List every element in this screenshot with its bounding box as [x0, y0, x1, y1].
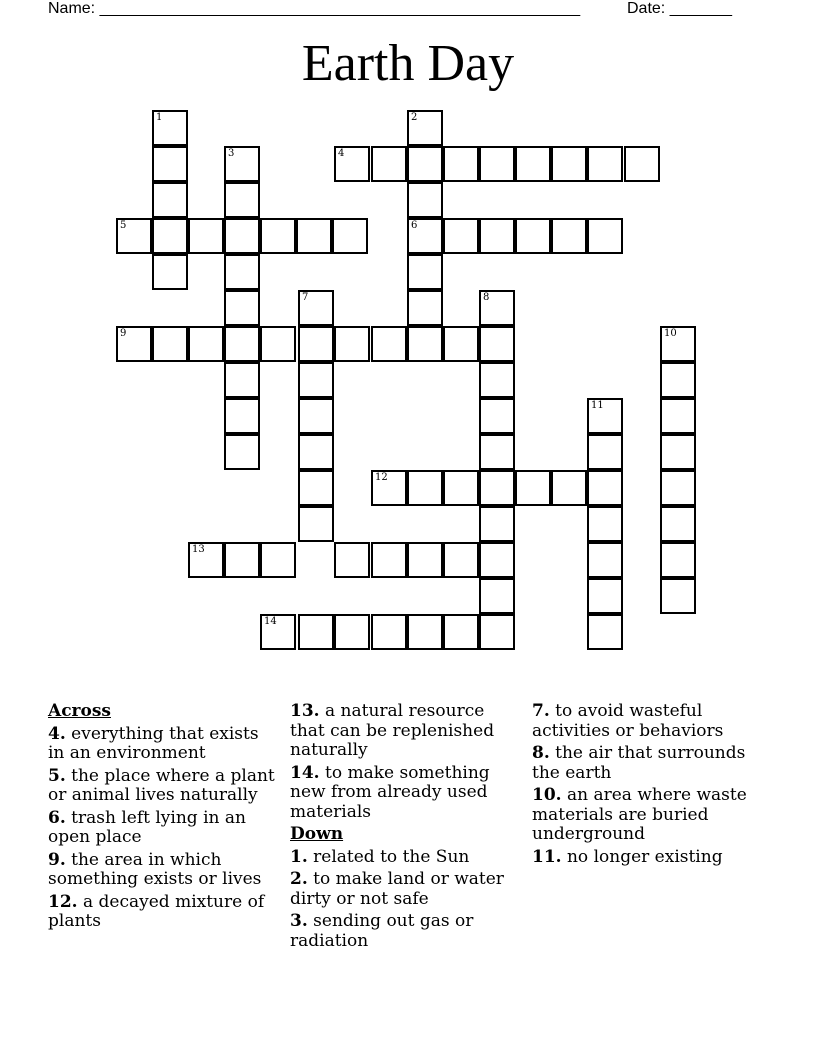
crossword-cell[interactable]: [443, 614, 479, 650]
crossword-cell[interactable]: [479, 362, 515, 398]
crossword-cell[interactable]: [188, 326, 224, 362]
crossword-cell[interactable]: [407, 182, 443, 218]
crossword-cell[interactable]: [224, 218, 260, 254]
crossword-cell[interactable]: [479, 470, 515, 506]
clue-item: 14. to make something new from already used materials: [290, 762, 490, 822]
clues-column-2: [290, 702, 520, 954]
crossword-cell[interactable]: [660, 434, 696, 470]
clues-column-1: [48, 702, 278, 935]
crossword-cell[interactable]: [660, 398, 696, 434]
crossword-cell[interactable]: [551, 146, 587, 182]
crossword-cell[interactable]: [298, 470, 334, 506]
clue-number: 7: [302, 292, 309, 303]
crossword-cell[interactable]: [334, 326, 370, 362]
crossword-cell[interactable]: [371, 542, 407, 578]
crossword-cell[interactable]: [152, 254, 188, 290]
crossword-cell[interactable]: [515, 218, 551, 254]
crossword-cell[interactable]: [479, 398, 515, 434]
crossword-cell[interactable]: [407, 290, 443, 326]
crossword-cell[interactable]: [660, 542, 696, 578]
crossword-cell[interactable]: [443, 542, 479, 578]
crossword-cell[interactable]: [334, 542, 370, 578]
crossword-cell[interactable]: [152, 182, 188, 218]
crossword-cell[interactable]: [515, 146, 551, 182]
crossword-cell[interactable]: [587, 218, 623, 254]
crossword-cell[interactable]: [479, 506, 515, 542]
crossword-cell[interactable]: [407, 542, 443, 578]
crossword-cell[interactable]: [551, 470, 587, 506]
clue-number: 13: [192, 544, 205, 555]
clue-item: 5. the place where a plant or animal lives naturally: [48, 765, 275, 805]
clue-item: 6. trash left lying in an open place: [48, 807, 246, 847]
clue-number: 4: [338, 148, 345, 159]
clue-number: 6: [411, 220, 418, 231]
crossword-cell[interactable]: [479, 434, 515, 470]
crossword-cell[interactable]: [298, 326, 334, 362]
clue-item: 11. no longer existing: [532, 846, 723, 867]
crossword-cell[interactable]: [587, 578, 623, 614]
crossword-cell[interactable]: [443, 326, 479, 362]
crossword-cell[interactable]: [587, 542, 623, 578]
crossword-cell[interactable]: [624, 146, 660, 182]
clue-item: 1. related to the Sun: [290, 846, 470, 867]
clues-column-3: [532, 702, 762, 870]
crossword-cell[interactable]: [152, 326, 188, 362]
crossword-cell[interactable]: [479, 218, 515, 254]
crossword-cell[interactable]: [260, 218, 296, 254]
crossword-cell[interactable]: [224, 182, 260, 218]
crossword-cell[interactable]: [479, 614, 515, 650]
crossword-cell[interactable]: [587, 614, 623, 650]
crossword-cell[interactable]: [296, 218, 332, 254]
crossword-cell[interactable]: [443, 146, 479, 182]
clue-item: 2. to make land or water dirty or not safe: [290, 869, 504, 909]
crossword-cell[interactable]: [587, 506, 623, 542]
crossword-cell[interactable]: [152, 146, 188, 182]
clue-item: 10. an area where waste materials are buried underground: [532, 785, 747, 844]
crossword-cell[interactable]: [407, 254, 443, 290]
clue-number: 5: [120, 220, 127, 231]
crossword-cell[interactable]: [479, 542, 515, 578]
crossword-cell[interactable]: [660, 362, 696, 398]
crossword-cell[interactable]: [224, 542, 260, 578]
clue-item: 12. a decayed mixture of plants: [48, 891, 265, 931]
name-field[interactable]: Name: ______________________________________________________: [48, 0, 581, 17]
crossword-cell[interactable]: [224, 326, 260, 362]
crossword-cell[interactable]: [224, 362, 260, 398]
crossword-cell[interactable]: [407, 614, 443, 650]
crossword-cell[interactable]: [551, 218, 587, 254]
crossword-cell[interactable]: [298, 506, 334, 542]
date-field[interactable]: Date: _______: [627, 0, 732, 17]
crossword-cell[interactable]: [407, 146, 443, 182]
crossword-cell[interactable]: [479, 326, 515, 362]
across-heading: Across: [48, 701, 111, 721]
down-heading: Down: [290, 824, 344, 844]
page-title: Earth Day: [301, 35, 515, 92]
clue-item: 8. the air that surrounds the earth: [532, 743, 746, 783]
crossword-cell[interactable]: [332, 218, 368, 254]
clue-number: 2: [411, 112, 418, 123]
crossword-cell[interactable]: [334, 614, 370, 650]
crossword-cell[interactable]: [587, 470, 623, 506]
crossword-cell[interactable]: [371, 326, 407, 362]
clue-number: 14: [264, 616, 277, 627]
crossword-cell[interactable]: [660, 470, 696, 506]
crossword-cell[interactable]: [371, 614, 407, 650]
crossword-cell[interactable]: [443, 470, 479, 506]
crossword-cell[interactable]: [188, 218, 224, 254]
clue-number: 3: [228, 148, 235, 159]
crossword-cell[interactable]: [260, 542, 296, 578]
crossword-cell[interactable]: [479, 146, 515, 182]
crossword-cell[interactable]: [407, 470, 443, 506]
crossword-cell[interactable]: [298, 434, 334, 470]
crossword-cell[interactable]: [407, 326, 443, 362]
clue-number: 9: [120, 328, 127, 339]
crossword-cell[interactable]: [479, 578, 515, 614]
clue-item: 7. to avoid wasteful activities or behaviors: [532, 701, 724, 741]
crossword-cell[interactable]: [298, 398, 334, 434]
clue-number: 11: [591, 400, 604, 411]
clue-item: 13. a natural resource that can be replenished naturally: [290, 701, 495, 760]
crossword-cell[interactable]: [224, 398, 260, 434]
crossword-cell[interactable]: [443, 218, 479, 254]
clue-item: 3. sending out gas or radiation: [290, 911, 474, 951]
crossword-cell[interactable]: [515, 470, 551, 506]
crossword-cell[interactable]: [660, 506, 696, 542]
crossword-cell[interactable]: [260, 326, 296, 362]
clue-number: 10: [664, 328, 677, 339]
crossword-cell[interactable]: [152, 218, 188, 254]
crossword-cell[interactable]: [224, 434, 260, 470]
crossword-cell[interactable]: [298, 614, 334, 650]
crossword-cell[interactable]: [660, 578, 696, 614]
clue-number: 8: [483, 292, 490, 303]
crossword-cell[interactable]: [298, 362, 334, 398]
crossword-cell[interactable]: [587, 146, 623, 182]
crossword-cell[interactable]: [224, 290, 260, 326]
clue-number: 1: [156, 112, 163, 123]
clue-item: 9. the area in which something exists or lives: [48, 849, 262, 889]
crossword-cell[interactable]: [371, 146, 407, 182]
clue-item: 4. everything that exists in an environment: [48, 723, 259, 763]
crossword-cell[interactable]: [587, 434, 623, 470]
crossword-cell[interactable]: [224, 254, 260, 290]
clue-number: 12: [375, 472, 388, 483]
